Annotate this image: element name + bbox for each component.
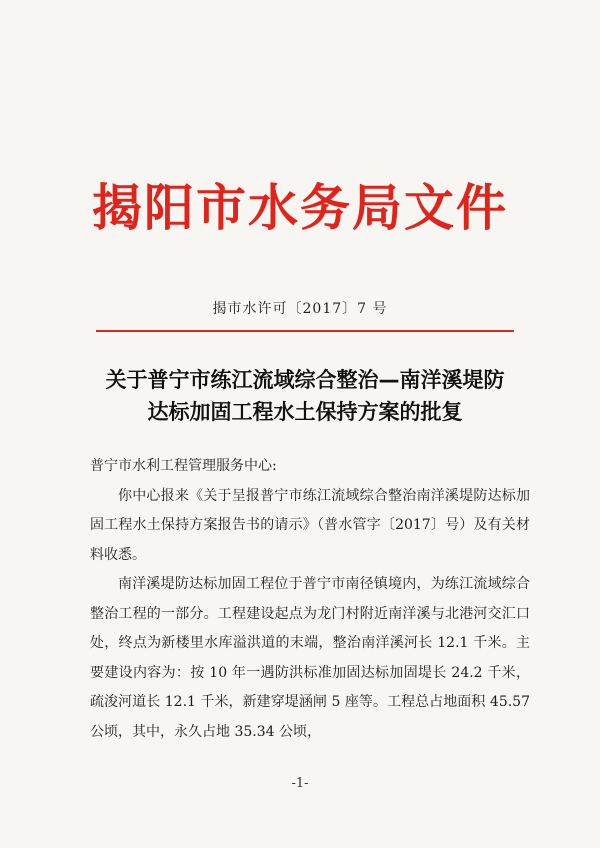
title-line-2: 达标加固工程水土保持方案的批复 [147,400,463,424]
addressee: 普宁市水利工程管理服务中心: [90,458,277,474]
title-line-1: 关于普宁市练江流域综合整治—南洋溪堤防 [105,368,505,392]
document-title [70,364,540,428]
body-paragraph-1: 你中心报来《关于呈报普宁市练江流域综合整治南洋溪堤防达标加固工程水土保持方案报告书的请示》（普水管字〔2017〕号）及有关材料收悉。 [90,487,530,563]
document-number: 揭市水许可〔2017〕7 号 [212,301,388,317]
body-paragraph-2: 南洋溪堤防达标加固工程位于普宁市南径镇境内，为练江流域综合整治工程的一部分。工程建设起点为龙门村附近南洋溪与北港河交汇口处，终点为新楼里水库溢洪道的末端，整治南洋溪河长 12.1 千米。主要建设内容为：按 10 年一遇防洪标准加固达标加固堤长 24.2 千米，疏浚河道长 12.1 千米，新建穿堤涵闸 5 座等。工程总占地面积 45.57 公顷，其中，永久占地 35.34 公顷， [90,576,530,740]
agency-header: 揭阳市水务局文件 [92,178,508,237]
document-body [90,452,530,747]
page-number: -1- [291,776,309,791]
red-divider-rule [96,330,514,332]
